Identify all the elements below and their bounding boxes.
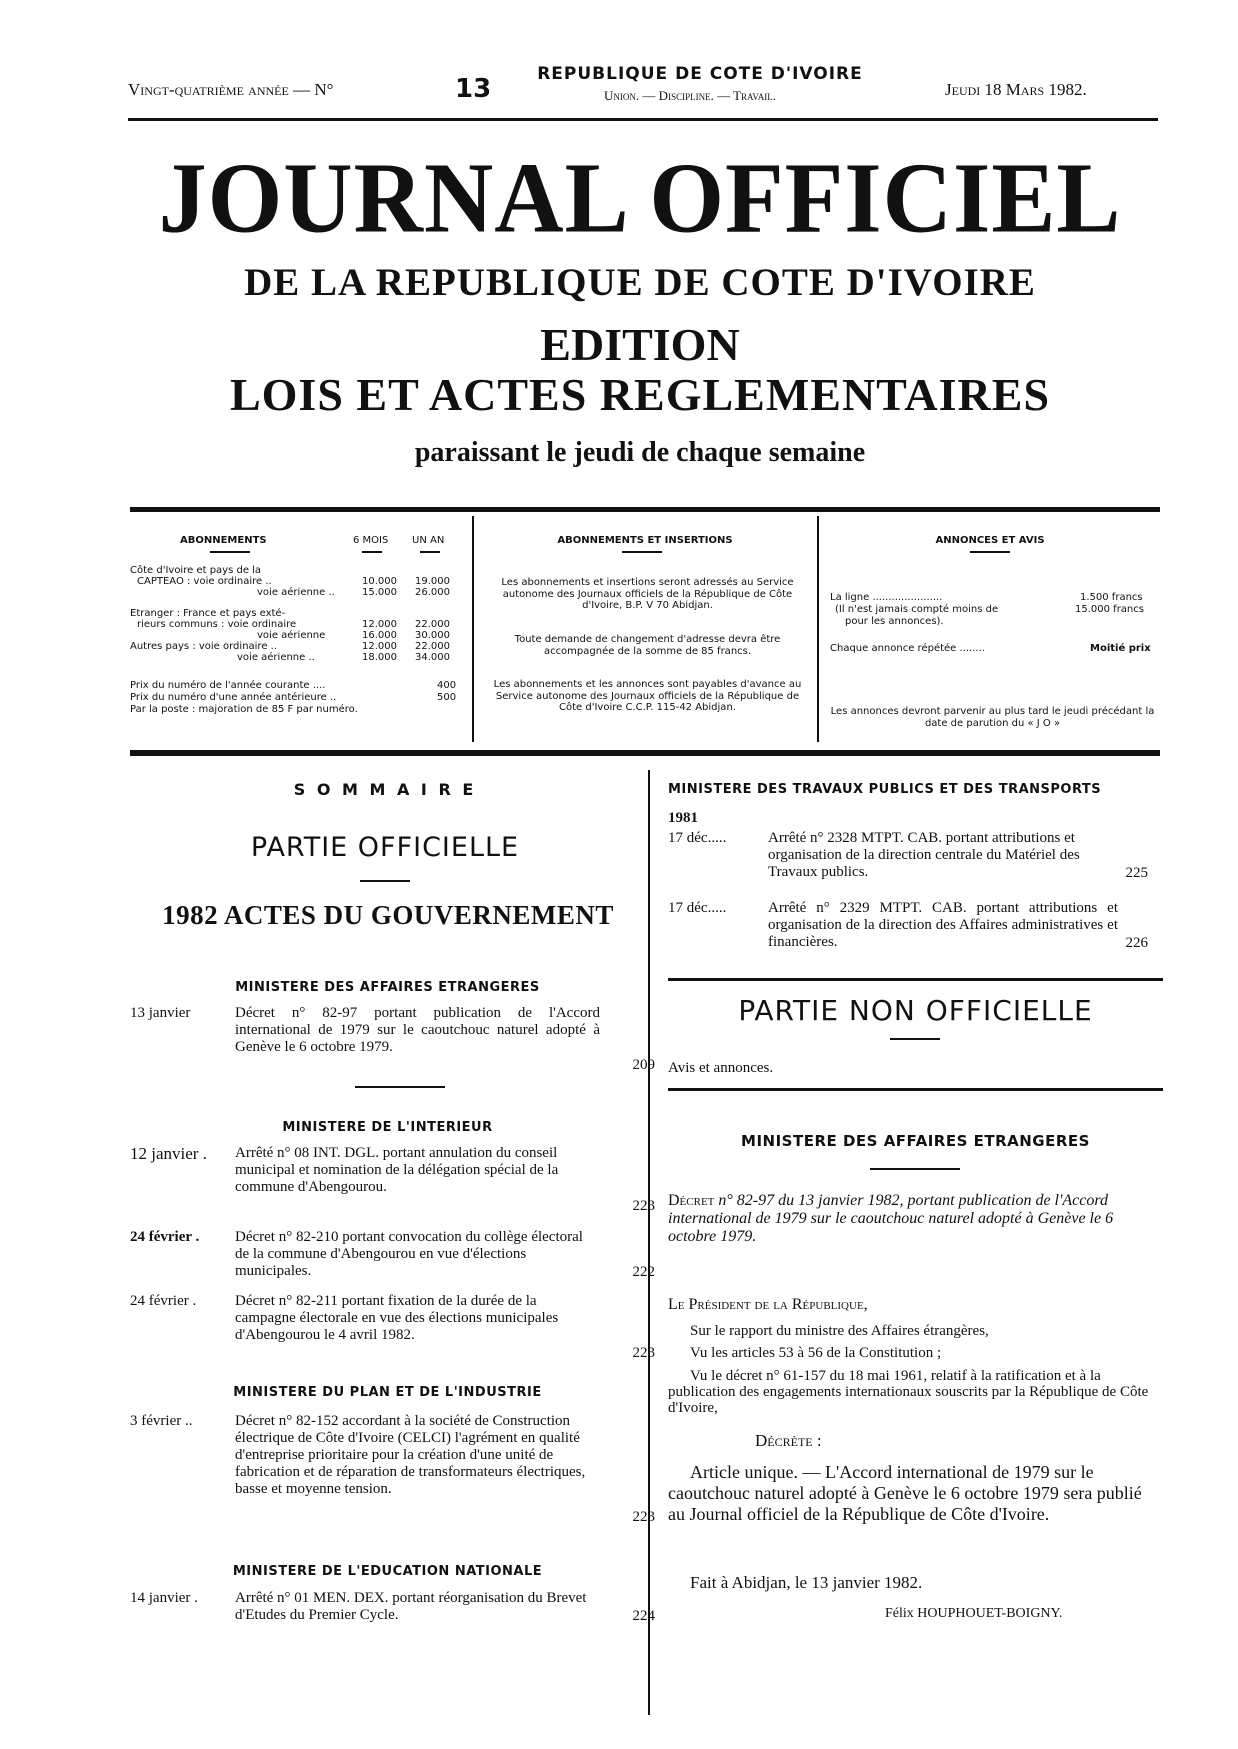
done-at: Fait à Abidjan, le 13 janvier 1982. (690, 1573, 923, 1592)
sommaire-entry[interactable] (668, 830, 1168, 890)
minimum-value: 15.000 francs (1075, 604, 1144, 615)
republic-name: REPUBLIQUE DE COTE D'IVOIRE (537, 64, 863, 84)
rate-label: Etranger : France et pays exté- (130, 608, 286, 619)
visa-constitution: Vu les articles 53 à 56 de la Constitution ; (690, 1345, 942, 1361)
six-months-header: 6 MOIS (353, 535, 389, 546)
rate-label: voie aérienne (257, 630, 326, 641)
rate-label: Autres pays : voie ordinaire .. (130, 641, 278, 652)
entry-date: 12 janvier . (130, 1144, 207, 1163)
partie-officielle-rule (360, 880, 410, 882)
box-divider-2 (817, 516, 819, 742)
entry-date: 3 février .. (130, 1413, 193, 1429)
decree-title (668, 1192, 1163, 1246)
entry-page: 222 (632, 1264, 655, 1280)
sommaire-entry[interactable] (130, 1005, 660, 1077)
entry-page: 209 (632, 1057, 655, 1073)
entry-page: 224 (632, 1608, 655, 1624)
publication-frequency: paraissant le jeudi de chaque semaine (414, 437, 866, 468)
entry-text: Décret n° 82-211 portant fixation de la durée de la campagne électorale en vue des élections municipales d'Abengourou le 4 avril 1982. (235, 1293, 559, 1343)
rate-6m: 18.000 (362, 652, 397, 663)
visa-decree: Vu le décret n° 61-157 du 18 mai 1961, relatif à la ratification et à la publication des engagements internationaux souscrits par la République de Côte d'Ivoire, (668, 1368, 1149, 1416)
rate-1y: 19.000 (415, 576, 450, 587)
right-ministry-heading: MINISTERE DES TRAVAUX PUBLICS ET DES TRANSPORTS (668, 782, 1102, 797)
sommaire-entry[interactable] (130, 1229, 660, 1283)
ministry-heading: MINISTERE DE L'INTERIEUR (282, 1120, 493, 1135)
actes-heading: 1982 ACTES DU GOUVERNEMENT (162, 900, 614, 930)
entry-text: Arrêté n° 01 MEN. DEX. portant réorganisation du Brevet d'Etudes du Premier Cycle. (235, 1590, 587, 1623)
decree-ministry-heading: MINISTERE DES AFFAIRES ETRANGERES (741, 1132, 1090, 1150)
year-number: Vingt-quatrième année — N° (128, 80, 334, 99)
entry-text: Arrêté n° 08 INT. DGL. portant annulation du conseil municipal et nomination de la délégation spécial de la commune d'Abengourou. (235, 1145, 559, 1195)
insertions-address: Les abonnements et insertions seront adressés au Service autonome des Journaux officiels de la République de Côte d'Ivoire, B.P. V 70 Abidjan. (501, 577, 794, 611)
box-divider-1 (472, 516, 474, 742)
col3-rule (970, 551, 1010, 553)
entry-text: Décret n° 82-210 portant convocation du collège électoral de la commune d'Abengourou en vue d'élections municipales. (235, 1229, 583, 1279)
rate-label: voie aérienne .. (237, 652, 315, 663)
price-label: Par la poste : majoration de 85 F par numéro. (130, 704, 358, 715)
sommaire-entry[interactable] (130, 1293, 660, 1365)
entry-page: 223 (632, 1345, 655, 1361)
partie-non-officielle: PARTIE NON OFFICIELLE (738, 994, 1093, 1027)
avis-entry[interactable]: Avis et annonces. (668, 1060, 774, 1076)
ministry-heading: MINISTERE DU PLAN ET DE L'INDUSTRIE (233, 1385, 542, 1400)
col2-rule (622, 551, 662, 553)
sommaire-entry[interactable] (130, 1413, 660, 1523)
box-top-rule (130, 507, 1160, 512)
article-unique: Article unique. — L'Accord international de 1979 sur le caoutchouc naturel adopté à Genève le 6 octobre 1979 sera publié au Journal officiel de la République de Côte d'Ivoire. (668, 1462, 1142, 1524)
issue-date: Jeudi 18 Mars 1982. (945, 80, 1087, 99)
sommaire-entry[interactable] (130, 1145, 660, 1215)
entry-page: 223 (632, 1198, 655, 1214)
price-value: 500 (437, 692, 457, 703)
entry-date: 24 février . (130, 1293, 197, 1309)
edition-name: LOIS ET ACTES REGLEMENTAIRES (229, 369, 1051, 420)
decree-ministry-rule (870, 1168, 960, 1170)
partie-officielle: PARTIE OFFICIELLE (250, 832, 520, 863)
line-rate-value: 1.500 francs (1080, 592, 1143, 603)
sommaire-entry[interactable] (668, 900, 1168, 960)
avis-rule (668, 1088, 1163, 1091)
subscriptions-title: ABONNEMENTS (180, 535, 267, 546)
president-line: Le Président de la République, (668, 1296, 868, 1313)
journal-subtitle: DE LA REPUBLIQUE DE COTE D'IVOIRE (244, 261, 1036, 304)
price-value: 400 (437, 680, 457, 691)
line-rate-label: La ligne ...................... (830, 592, 943, 603)
rate-6m: 16.000 (362, 630, 397, 641)
insertions-title: ABONNEMENTS ET INSERTIONS (557, 535, 733, 546)
repeat-value: Moitié prix (1090, 643, 1151, 654)
rate-label: voie aérienne .. (257, 587, 335, 598)
visa-report: Sur le rapport du ministre des Affaires étrangères, (690, 1323, 989, 1339)
section-rule (355, 1086, 445, 1088)
entry-text: Arrêté n° 2328 MTPT. CAB. portant attributions et organisation de la direction centrale du Matériel des Travaux publics. (768, 830, 1080, 880)
entry-page: 225 (1125, 865, 1148, 881)
sommaire-title: S O M M A I R E (293, 780, 477, 799)
entry-page: 223 (632, 1509, 655, 1525)
motto: Union. — Discipline. — Travail. (604, 88, 776, 103)
decree-lead: Décret (668, 1192, 715, 1209)
repeat-label: Chaque annonce répétée ........ (830, 643, 985, 654)
rate-label: Côte d'Ivoire et pays de la (130, 565, 262, 576)
edition-label: EDITION (540, 319, 740, 370)
entry-date: 13 janvier (130, 1005, 191, 1021)
rate-label: rieurs communs : voie ordinaire (137, 619, 297, 630)
ministry-heading: MINISTERE DE L'EDUCATION NATIONALE (232, 1564, 543, 1579)
rate-6m: 10.000 (362, 576, 397, 587)
rate-1y: 22.000 (415, 619, 450, 630)
rate-6m: 12.000 (362, 641, 397, 652)
rate-6m: 12.000 (362, 619, 397, 630)
header-rule (128, 118, 1158, 121)
col1-rule-c (420, 551, 440, 553)
minimum-note-2: pour les annonces). (845, 616, 944, 627)
entry-date: 24 février . (130, 1229, 200, 1245)
rate-1y: 34.000 (415, 652, 450, 663)
entry-text: Décret n° 82-97 portant publication de l'Accord international de 1979 sur le caoutchouc naturel adopté à Genève le 6 octobre 1979. (235, 1005, 600, 1055)
entry-text: Arrêté n° 2329 MTPT. CAB. portant attributions et organisation de la direction des Affaires administratives et financières. (768, 900, 1118, 950)
payment-note: Les abonnements et les annonces sont payables d'avance au Service autonome des Journaux officiels de la République de Côte d'Ivoire C.C.P. 115-42 Abidjan. (493, 679, 802, 713)
issue-number: 13 (455, 74, 492, 104)
price-label: Prix du numéro de l'année courante .... (130, 680, 326, 691)
decrete-label: Décrète : (755, 1431, 822, 1450)
entry-date: 17 déc..... (668, 830, 727, 846)
entry-text: Décret n° 82-152 accordant à la société de Construction électrique de Côte d'Ivoire (CELCI) l'agrément en qualité d'entreprise prioritaire pour la création d'une unité de fabrication et de réparation de transformateurs électriques, basse et moyenne tension. (235, 1413, 586, 1497)
entry-date: 17 déc..... (668, 900, 727, 916)
rate-1y: 30.000 (415, 630, 450, 641)
col1-rule-b (362, 551, 382, 553)
right-year: 1981 (668, 810, 698, 826)
entry-page: 226 (1125, 935, 1148, 951)
rate-6m: 15.000 (362, 587, 397, 598)
col1-rule-a (210, 551, 250, 553)
ministry-heading: MINISTERE DES AFFAIRES ETRANGERES (235, 980, 540, 995)
rate-1y: 26.000 (415, 587, 450, 598)
box-bottom-rule (130, 750, 1160, 756)
signature: Félix HOUPHOUET-BOIGNY. (885, 1606, 1063, 1621)
decree-title-text: n° 82-97 du 13 janvier 1982, portant publication de l'Accord international de 1979 sur le caoutchouc naturel adopté à Genève le 6 octobre 1979. (668, 1192, 1114, 1245)
address-change-note: Toute demande de changement d'adresse devra être accompagnée de la somme de 85 francs. (514, 634, 781, 657)
deadline-note: Les annonces devront parvenir au plus tard le jeudi précédant la date de parution du « J O » (830, 706, 1155, 729)
entry-date: 14 janvier . (130, 1590, 198, 1606)
price-label: Prix du numéro d'une année antérieure .. (130, 692, 337, 703)
journal-title: JOURNAL OFFICIEL (158, 141, 1122, 254)
rate-1y: 22.000 (415, 641, 450, 652)
non-officielle-rule (890, 1038, 940, 1040)
one-year-header: UN AN (412, 535, 445, 546)
rate-label: CAPTEAO : voie ordinaire .. (137, 576, 272, 587)
minimum-note: (Il n'est jamais compté moins de (835, 604, 999, 615)
announcements-title: ANNONCES ET AVIS (935, 535, 1045, 546)
sommaire-entry[interactable] (130, 1590, 660, 1630)
non-officielle-top-rule (668, 978, 1163, 981)
